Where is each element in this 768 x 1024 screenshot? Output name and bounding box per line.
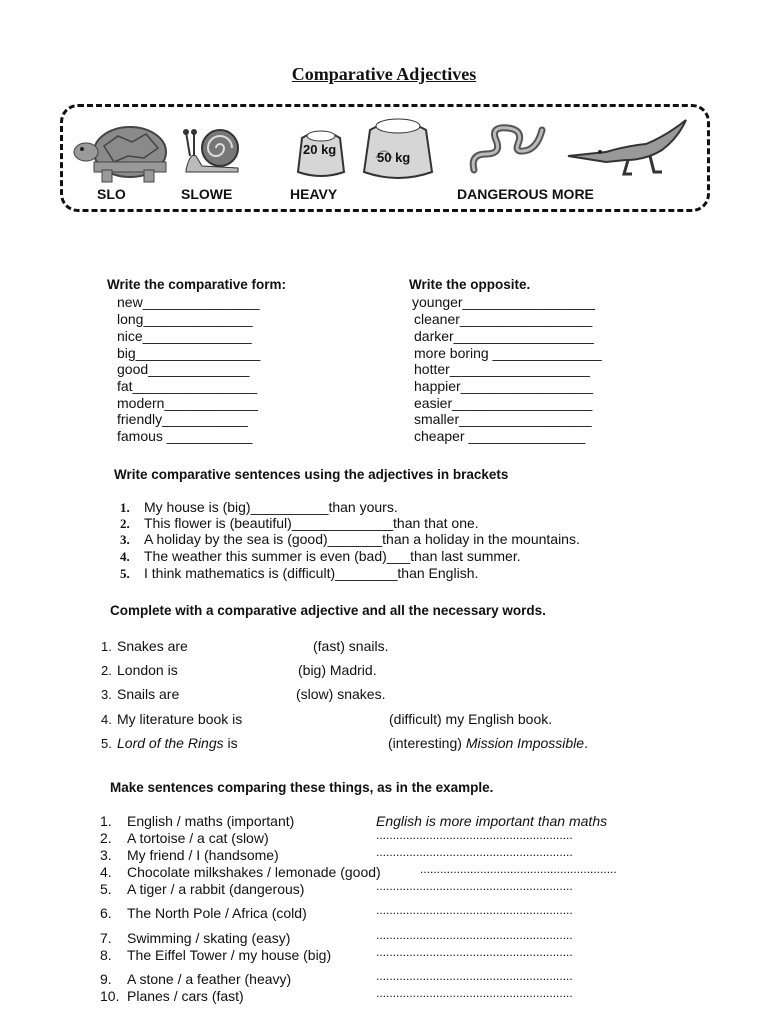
prompt: (big) Madrid. [298, 662, 377, 678]
list-item: famous ___________ [117, 428, 253, 444]
subject: Snails are [117, 686, 180, 702]
banner-label-slower: SLOWE [181, 186, 233, 202]
prompt: A stone / a feather (heavy) [127, 971, 292, 987]
banner-label-heavy: HEAVY [290, 186, 338, 202]
item-number: 2. [101, 663, 112, 678]
subject: Snakes are [117, 638, 188, 654]
list-item: more boring ______________ [414, 345, 602, 361]
list-item: fat________________ [117, 378, 258, 394]
list-item: younger_________________ [412, 294, 595, 310]
item-number: 1. [120, 500, 130, 515]
snake-icon [468, 120, 548, 176]
sentence: This flower is (beautiful)_____________than that one. [144, 515, 479, 531]
answer-line: ........................................................... [420, 862, 617, 876]
answer-line: ........................................................... [376, 986, 573, 1000]
film-title: Mission Impossible [465, 735, 585, 751]
prompt: A tiger / a rabbit (dangerous) [127, 881, 305, 897]
section2-heading: Write comparative sentences using the adjectives in brackets [114, 467, 509, 482]
list-item: cleaner_________________ [414, 311, 593, 327]
section3-heading: Complete with a comparative adjective and all the necessary words. [110, 603, 546, 618]
prompt: The Eiffel Tower / my house (big) [127, 947, 332, 963]
subject: London is [117, 662, 178, 678]
prompt: A tortoise / a cat (slow) [127, 830, 269, 846]
subject [117, 735, 238, 751]
list-item: friendly___________ [117, 411, 248, 427]
prompt: The North Pole / Africa (cold) [127, 905, 307, 921]
list-item: nice______________ [117, 328, 252, 344]
snail-icon [182, 126, 244, 176]
opposite-heading: Write the opposite. [409, 277, 531, 292]
item-number: 5. [100, 881, 112, 897]
sentence: My house is (big)__________than yours. [144, 499, 398, 515]
item-number: 1. [100, 813, 112, 829]
example-answer: English is more important than maths [376, 813, 608, 829]
big-sack-icon [362, 114, 434, 180]
item-number: 4. [100, 864, 112, 880]
banner-label-dangerous: DANGEROUS MORE [457, 186, 594, 202]
item-number: 3. [101, 687, 112, 702]
list-item: new_______________ [117, 294, 260, 310]
list-item: hotter__________________ [414, 361, 590, 377]
answer-line: ........................................................... [376, 845, 573, 859]
sentence: A holiday by the sea is (good)_______than a holiday in the mountains. [144, 531, 580, 547]
prompt: English / maths (important) [127, 813, 295, 829]
item-number: 3. [100, 847, 112, 863]
prompt: (slow) snakes. [296, 686, 386, 702]
list-item: darker__________________ [414, 328, 594, 344]
item-number: 2. [100, 830, 112, 846]
item-number: 9. [100, 971, 112, 987]
item-number: 4. [120, 549, 130, 564]
item-number: 8. [100, 947, 112, 963]
answer-line: ........................................................... [376, 969, 573, 983]
prompt: (fast) snails. [313, 638, 389, 654]
answer-line: ........................................................... [376, 879, 573, 893]
comparative-form-heading: Write the comparative form: [107, 277, 287, 292]
banner-label-slow: SLO [97, 186, 126, 202]
list-item: modern____________ [117, 395, 258, 411]
item-number: 10. [100, 988, 120, 1004]
section4-heading: Make sentences comparing these things, as in the example. [110, 780, 494, 795]
subject: My literature book is [117, 711, 243, 727]
list-item: easier__________________ [414, 395, 593, 411]
answer-line: ........................................................... [376, 945, 573, 959]
tortoise-icon [74, 122, 170, 182]
item-number: 5. [120, 566, 130, 581]
list-item: big________________ [117, 345, 261, 361]
sentence: The weather this summer is even (bad)___than last summer. [144, 548, 521, 564]
list-item: happier_________________ [414, 378, 594, 394]
big-sack-weight: 50 kg [377, 150, 411, 165]
item-number: 5. [101, 736, 112, 751]
list-item: smaller_________________ [414, 411, 592, 427]
prompt: Planes / cars (fast) [127, 988, 244, 1004]
list-item: long______________ [117, 311, 253, 327]
item-number: 1. [101, 639, 112, 654]
prompt: Swimming / skating (easy) [127, 930, 291, 946]
item-number: 2. [120, 516, 130, 531]
list-item: cheaper _______________ [414, 428, 586, 444]
prompt-prefix: (interesting) [388, 735, 466, 751]
sentence: I think mathematics is (difficult)________than English. [144, 565, 479, 581]
prompt: My friend / I (handsome) [127, 847, 279, 863]
item-number: 4. [101, 712, 112, 727]
item-number: 3. [120, 532, 130, 547]
page-title: Comparative Adjectives [291, 64, 477, 84]
item-number: 7. [100, 930, 112, 946]
prompt: Chocolate milkshakes / lemonade (good) [127, 864, 381, 880]
answer-line: ........................................................... [376, 928, 573, 942]
item-number: 6. [100, 905, 112, 921]
prompt-suffix: . [584, 735, 588, 751]
prompt [388, 735, 588, 751]
answer-line: ........................................................... [376, 828, 573, 842]
prompt: (difficult) my English book. [389, 711, 553, 727]
subject-rest: is [223, 735, 238, 751]
answer-line: ........................................................... [376, 903, 573, 917]
book-title: Lord of the Rings [117, 735, 224, 751]
crocodile-icon [566, 116, 690, 180]
list-item: good_____________ [117, 361, 250, 377]
small-sack-weight: 20 kg [303, 142, 337, 157]
